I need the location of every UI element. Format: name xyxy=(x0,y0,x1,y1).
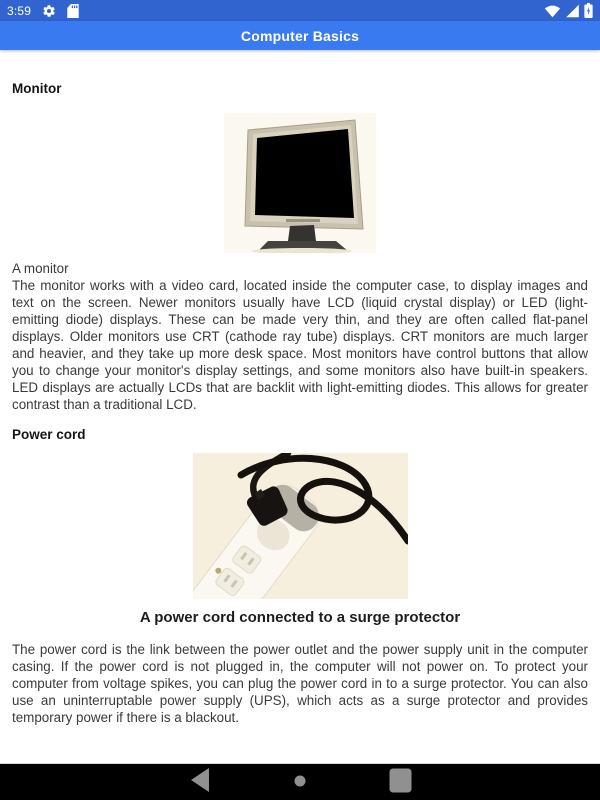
section-heading-power-cord: Power cord xyxy=(12,427,86,442)
clock: 3:59 xyxy=(7,3,32,18)
settings-gear-icon xyxy=(42,4,56,18)
article-content xyxy=(0,50,600,763)
sd-card-icon xyxy=(67,4,79,18)
back-button[interactable] xyxy=(178,764,222,800)
monitor-caption: A monitor xyxy=(12,261,69,276)
status-bar-right xyxy=(544,3,593,18)
status-bar-left xyxy=(7,4,79,18)
page-title: Computer Basics xyxy=(240,27,360,44)
power-cord-surge-protector-photo xyxy=(193,453,408,599)
recents-square-icon xyxy=(389,768,412,798)
recents-button[interactable] xyxy=(378,764,422,800)
battery-charging-icon xyxy=(584,3,593,18)
power-cord-caption: A power cord connected to a surge protector xyxy=(139,609,461,626)
monitor-paragraph: The monitor works with a video card, located inside the computer case, to display images and text on the screen. Newer monitors usually have LCD (liquid crystal display) or LED (light-emitting diode) displays. These can be made very thin, and they are often called flat-panel displays. Older monitors use CRT (cathode ray tube) displays. CRT monitors are much larger and heavier, and they take up more desk space. Most monitors have control buttons that allow you to change your monitor's display settings, and some monitors also have built-in speakers. LED displays are actually LCDs that are backlit with light-emitting diodes. This allows for greater contrast than a traditional LCD. xyxy=(12,278,588,412)
monitor-photo xyxy=(224,113,376,253)
section-heading-monitor: Monitor xyxy=(12,81,62,96)
home-circle-icon xyxy=(294,774,306,792)
power-cord-paragraph: The power cord is the link between the power outlet and the power supply unit in the computer casing. If the power cord is not plugged in, the computer will not power on. To protect your computer from voltage spikes, you can plug the power cord in to a surge protector. You can also use an uninterruptable power supply (UPS), which acts as a surge protector and provides temporary power if there is a blackout. xyxy=(12,642,588,725)
back-triangle-icon xyxy=(189,767,211,798)
home-button[interactable] xyxy=(278,764,322,800)
android-navigation-bar xyxy=(0,763,600,800)
cellular-signal-icon xyxy=(565,4,580,18)
app-bar xyxy=(0,21,600,50)
wifi-icon xyxy=(544,4,561,18)
status-bar xyxy=(0,0,600,21)
